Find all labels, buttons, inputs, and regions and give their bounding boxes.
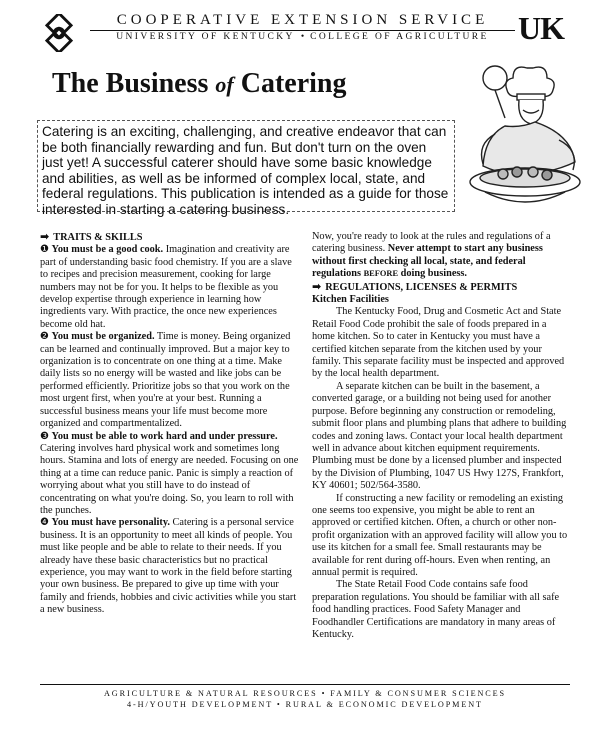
publication-header xyxy=(40,10,570,58)
trait-lead: You must be a good cook. xyxy=(51,244,164,256)
intro-box xyxy=(37,120,455,217)
right-column xyxy=(312,231,570,641)
trait-item xyxy=(40,244,302,331)
arrow-icon: ➡ xyxy=(40,230,50,243)
trait-item xyxy=(40,431,302,518)
header-university: UNIVERSITY OF KENTUCKY xyxy=(116,32,295,42)
trait-item xyxy=(40,517,302,616)
trait-item xyxy=(40,331,302,430)
number-1-icon: ❶ xyxy=(40,244,49,256)
header-college: COLLEGE OF AGRICULTURE xyxy=(310,32,489,42)
cooperative-extension-logo-icon xyxy=(40,14,78,52)
number-4-icon: ❹ xyxy=(40,517,49,529)
trait-body: Time is money. Being organized can be learned and continually improved. But a major key to organization is to concentrate on one thing at a time. Make daily lists so no energy will be wasted and like jobs can be performed efficiently. Prioritize jobs so that you work on the most urgent first, when you're at your best. Running a successful business means your life must become more organized and compartmentalized. xyxy=(40,331,291,430)
intro-paragraph: Catering is an exciting, challenging, and creative endeavor that can be both financially rewarding and fun. But don't turn on the oven just yet! A successful caterer should have some basic knowledge and abilities, as well as be informed of complex local, state, and federal regulations. This publication is intended as a guide for those interested in starting a catering business. xyxy=(42,124,449,217)
warning-text: Never attempt to start any business without first checking all local, state, and federal regulations xyxy=(312,243,543,280)
section-heading-regulations xyxy=(312,281,570,294)
header-institution xyxy=(90,32,515,42)
warning-text: doing business. xyxy=(398,268,467,280)
chef-illustration-icon xyxy=(455,60,595,220)
section-heading-text: TRAITS & SKILLS xyxy=(53,232,143,243)
title-part: Catering xyxy=(233,68,347,99)
section-heading-traits xyxy=(40,231,302,244)
trait-body: Imagination and creativity are part of understanding basic food chemistry. If you are a slave to recipes and precision measurement, cooking for large numbers may not be for you. It helps to be flexible as you develop expertise through experience in learning how ingredients vary. With practice, the once new experiences become old hat. xyxy=(40,244,292,330)
trait-lead: You must be organized. xyxy=(51,331,155,343)
trait-lead: You must be able to work hard and under pressure. xyxy=(51,430,278,442)
paragraph: A separate kitchen can be built in the basement, a converted garage, or a building not being used for another purpose. Before beginning any construction or remodeling, submit floor plans and plumbing plans that adhere to building codes and zoning laws. Contact your local health department well in advance about kitchen equipment requirements. Plumbing must be done by a licensed plumber and inspected by the Division of Plumbing, 1047 US Hwy 127S, Frankfort, KY 40601; 502/564-3580. xyxy=(312,380,567,492)
footer-line-2: 4-H/YOUTH DEVELOPMENT • RURAL & ECONOMIC DEVELOPMENT xyxy=(127,699,483,709)
paragraph: If constructing a new facility or remodeling an existing one seems too expensive, you might be able to rent an approved or certified kitchen. Often, a church or other non-profit organization with an approved facility will allow you to use its kitchen for a small fee. Small restaurants may be available for rent during off-hours. Even when renting, an annual permit is required. xyxy=(312,492,568,578)
header-text xyxy=(90,12,515,42)
page-title xyxy=(52,68,347,100)
number-3-icon: ❸ xyxy=(40,430,49,442)
header-service-name: COOPERATIVE EXTENSION SERVICE xyxy=(116,12,489,28)
paragraph-text: Now, you're ready to look at the rules and regulations of a catering business. xyxy=(312,231,551,255)
uk-logo: UK xyxy=(518,10,564,46)
trait-body: Catering involves hard physical work and sometimes long hours. Stamina and lots of energy are needed. Focusing on one thing at a time can reduce panic. Panic is simply a reaction of worrying about what you still have to do instead of concentrating on what you're doing. So, you learn to roll with the punches. xyxy=(40,442,299,516)
left-column xyxy=(40,231,302,617)
arrow-icon: ➡ xyxy=(312,279,322,293)
number-2-icon: ❷ xyxy=(40,331,49,343)
section-heading-text: REGULATIONS, LICENSES & PERMITS xyxy=(325,281,518,293)
title-part: The Business xyxy=(52,68,216,99)
footer-line-1: AGRICULTURE & NATURAL RESOURCES • FAMILY & CONSUMER SCIENCES xyxy=(103,689,507,698)
paragraph: The State Retail Food Code contains safe food preparation regulations. You should be familiar with all safe food handling practices. Food Safety Manager and Foodhandler Certifications are mandatory in many areas of Kentucky. xyxy=(312,579,560,640)
program-areas-footer xyxy=(40,684,570,710)
paragraph: The Kentucky Food, Drug and Cosmetic Act and State Retail Food Code prohibit the sale of foods prepared in a home kitchen. So to cater in Kentucky you must have a certified kitchen separate from the kitchen used by your family. This separate facility must be inspected and approved by the local health department. xyxy=(312,306,565,380)
header-separator: • xyxy=(300,32,305,42)
subheading-kitchen-facilities: Kitchen Facilities xyxy=(312,294,389,306)
trait-body: Catering is a personal service business. It is an opportunity to meet all kinds of people. You must like people and be able to relate to their needs. If you already have these basic characteristics but no practical experience, you may want to work in the field before starting your own business. Be prepared to give up time with your family and friends, hobbies and civic activities while you start a new business. xyxy=(40,517,297,616)
regulations-intro xyxy=(312,231,570,281)
warning-text-before: BEFORE xyxy=(363,269,399,279)
title-of: of xyxy=(215,72,234,97)
trait-lead: You must have personality. xyxy=(51,517,170,529)
